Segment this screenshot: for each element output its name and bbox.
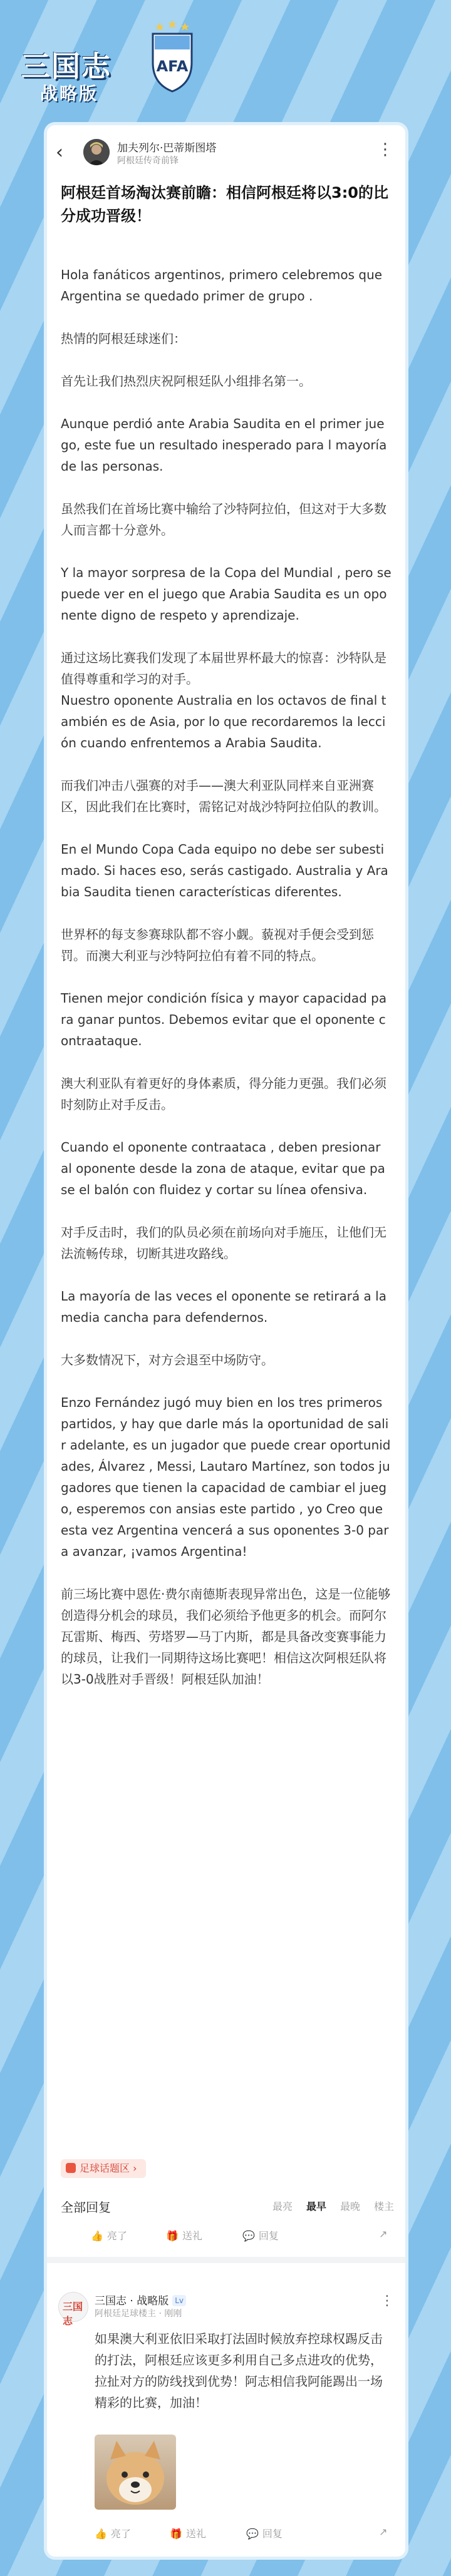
topic-tag[interactable]: 足球话题区 › [61, 2159, 146, 2178]
shiba-dog-image[interactable] [95, 2435, 176, 2510]
reply-author[interactable] [95, 2292, 186, 2308]
post-paragraph: Aunque perdió ante Arabia Saudita en el primer juego, este fue un resultado inesperado para l mayoría de las personas. [61, 416, 387, 474]
post-paragraph: La mayoría de las veces el oponente se retirará a la media cancha para defendernos. [61, 1289, 386, 1325]
sort-tab[interactable]: 最亮 [272, 2200, 293, 2212]
post-paragraph: 前三场比赛中恩佐·费尔南德斯表现异常出色，这是一位能够创造得分机会的球员，我们必须给予他更多的机会。而阿尔瓦雷斯、梅西、劳塔罗—马丁内斯，都是具备改变赛事能力的球员，让我们一同期待这场比赛吧！相信这次阿根廷队将以3-0战胜对手晋级！阿根廷队加油！ [61, 1587, 391, 1687]
reply-more-icon[interactable]: ⋮ [380, 2293, 394, 2309]
author-avatar[interactable] [83, 139, 110, 165]
dog-face-icon [95, 2435, 176, 2510]
reply-item [47, 2284, 405, 2560]
reply-like-label: 亮了 [110, 2528, 131, 2540]
reply-gift-label: 送礼 [185, 2528, 206, 2540]
reply-label: 回复 [258, 2230, 279, 2242]
level-badge: Lv [172, 2295, 186, 2306]
sort-tab[interactable]: 楼主 [373, 2200, 394, 2212]
post-paragraph: 首先让我们热烈庆祝阿根廷队小组排名第一。 [61, 374, 311, 389]
reply-reply-label: 回复 [262, 2528, 283, 2540]
post-paragraph: 澳大利亚队有着更好的身体素质，得分能力更强。我们必须时刻防止对手反击。 [61, 1076, 386, 1112]
game-logo [21, 44, 122, 104]
comment-icon: 💬 [242, 2230, 255, 2242]
like-button[interactable] [91, 2228, 127, 2242]
logo-title: 三国志 [21, 49, 111, 83]
post-actions [47, 2221, 405, 2251]
post-card [44, 122, 408, 2560]
post-paragraph: 对手反击时，我们的队员必须在前场向对手施压，让他们无法流畅传球，切断其进攻路线。 [61, 1225, 386, 1261]
logo-subtitle: 战略版 [40, 83, 99, 104]
reply-avatar-text: 三国志 [63, 2301, 83, 2327]
reply-reply-button[interactable] [246, 2526, 283, 2540]
gift-icon: 🎁 [166, 2230, 179, 2242]
more-icon[interactable]: ⋮ [377, 140, 394, 159]
replies-title: 全部回复 [61, 2200, 111, 2215]
reply-text: 如果澳大利亚依旧采取打法固时候放弃控球权踢反击的打法，阿根廷应该更多利用自己多点进攻的优势，拉扯对方的防线找到优势！阿志相信我阿能踢出一场精彩的比赛，加油！ [95, 2331, 383, 2410]
gift-label: 送礼 [182, 2230, 202, 2242]
sort-tab[interactable]: 最早 [306, 2200, 326, 2212]
post-paragraph: Enzo Fernández jugó muy bien en los tres primeros partidos, y hay que darle más la oportunidad de salir adelante, es un jugador que puede crear oportunidades, Álvarez , Messi, Lautaro Martínez, son todos jugadores que tienen la capacidad de cambiar el juego, esperemos con ansias este partido , yo Creo que esta vez Argentina vencerá a sus oponentes 3-0 para avanzar, ¡vamos Argentina! [61, 1395, 391, 1559]
post-paragraph: En el Mundo Copa Cada equipo no debe ser subestimado. Si haces eso, serás castigado. Australia y Arabia Saudita tienen características diferentes. [61, 842, 388, 899]
post-paragraph: 大多数情况下，对方会退至中场防守。 [61, 1352, 274, 1367]
post-paragraph: 世界杯的每支参赛球队都不容小觑。藐视对手便会受到惩罚。而澳大利亚与沙特阿拉伯有着不同的特点。 [61, 927, 374, 963]
sort-tab[interactable]: 最晚 [340, 2200, 360, 2212]
post-paragraph: 通过这场比赛我们发现了本届世界杯最大的惊喜：沙特队是值得尊重和学习的对手。 Nuestro oponente Australia en los octavos de final también es de Asia, por lo que recordaremos la lección cuando enfrentemos a Arabia Saudita. [61, 650, 386, 750]
post-header [47, 125, 405, 188]
reply-like-button[interactable] [95, 2526, 131, 2540]
replies-bar [47, 2187, 405, 2222]
post-paragraph: 虽然我们在首场比赛中输给了沙特阿拉伯，但这对于大多数人而言都十分意外。 [61, 501, 386, 538]
like-label: 亮了 [106, 2230, 127, 2242]
post-paragraph: 热情的阿根廷球迷们： [61, 331, 186, 346]
share-icon[interactable]: ↗ [379, 2228, 388, 2240]
reply-actions [47, 2518, 405, 2548]
reply-button[interactable] [242, 2228, 279, 2242]
reply-author-name: 三国志 · 战略版 [95, 2295, 169, 2308]
reply-gift-button[interactable] [170, 2526, 206, 2540]
author-name[interactable]: 加夫列尔·巴蒂斯图塔 [117, 142, 217, 155]
thumb-up-icon: 👍 [91, 2230, 103, 2242]
post-body [61, 264, 391, 1711]
thumb-up-icon: 👍 [95, 2528, 107, 2540]
post-paragraph: Tienen mejor condición física y mayor capacidad para ganar puntos. Debemos evitar que el oponente contraataque. [61, 991, 387, 1048]
reply-subtitle: 阿根廷足球楼主 · 刚刚 [95, 2309, 182, 2319]
reply-avatar[interactable] [58, 2292, 88, 2327]
gift-icon: 🎁 [170, 2528, 182, 2540]
topic-tag-icon [66, 2163, 76, 2173]
reply-share-icon[interactable]: ↗ [379, 2526, 388, 2538]
gift-button[interactable] [166, 2228, 202, 2242]
post-paragraph: Y la mayor sorpresa de la Copa del Mundial , pero se puede ver en el juego que Arabia Saudita es un oponente digno de respeto y aprendizaje. [61, 565, 391, 623]
post-paragraph: Hola fanáticos argentinos, primero celebremos que Argentina se quedado primer de grupo . [61, 267, 383, 304]
post-title: 阿根廷首场淘汰赛前瞻：相信阿根廷将以3:0的比分成功晋级！ [61, 184, 388, 225]
back-button[interactable]: ‹ [56, 141, 63, 163]
post-paragraph: 而我们冲击八强赛的对手——澳大利亚队同样来自亚洲赛区，因此我们在比赛时，需铭记对战沙特阿拉伯队的教训。 [61, 778, 386, 814]
topic-tag-label: 足球话题区 [80, 2162, 130, 2174]
author-subtitle: 阿根廷传奇前锋 [117, 156, 179, 166]
sort-tabs [259, 2199, 394, 2213]
author-photo-icon [83, 139, 110, 165]
divider [47, 2257, 405, 2263]
comment-icon: 💬 [246, 2528, 259, 2540]
post-paragraph: Cuando el oponente contraataca , deben presionar al oponente desde la zona de ataque, evitar que pase el balón con fluidez y cortar su línea ofensiva. [61, 1140, 385, 1197]
svg-text:AFA: AFA [156, 58, 189, 75]
afa-crest-icon [149, 19, 195, 94]
